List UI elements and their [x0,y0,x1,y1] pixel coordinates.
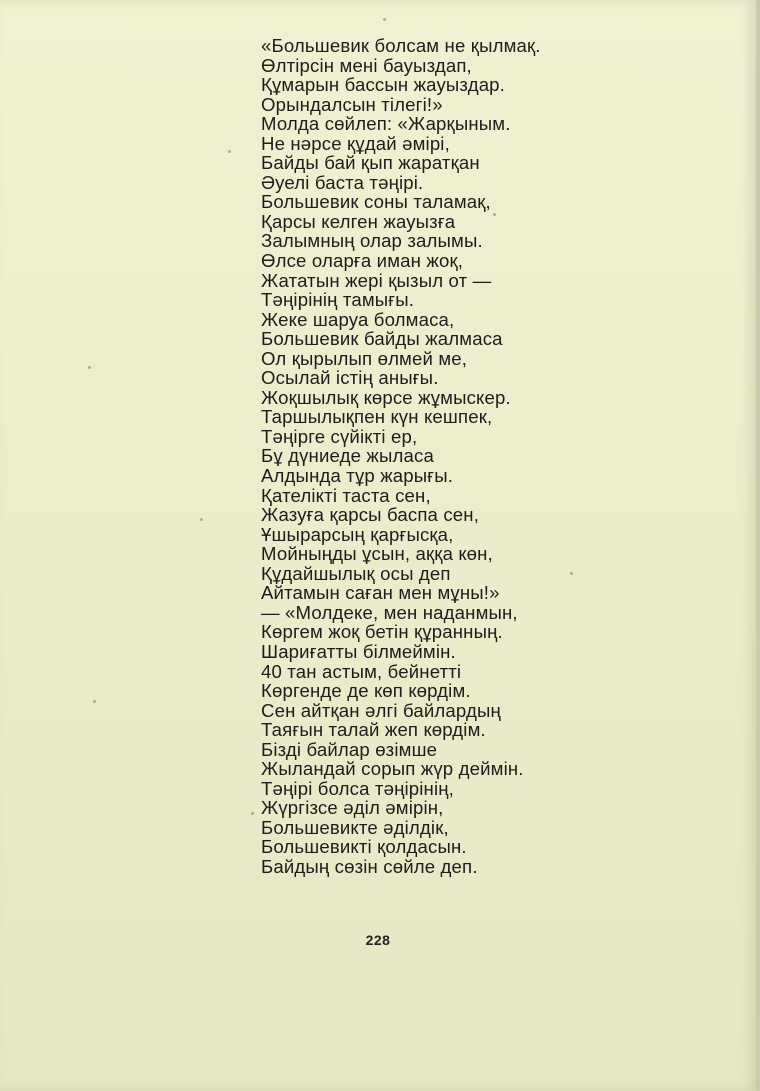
poem-line: Ол қырылып өлмей ме, [261,347,468,369]
poem-line: Айтамын саған мен мұны!» [261,582,500,604]
poem-line: «Большевик болсам не қылмақ. [261,35,541,56]
poem-line: Өлтірсін мені бауыздап, [261,54,472,76]
poem-line: Жүргізсе әділ әмірін, [261,797,444,819]
poem-line: Не нәрсе құдай әмірі, [261,132,450,154]
poem-line: Қарсы келген жауызға [261,210,456,232]
poem-line: Орындалсын тілегі!» [261,93,443,115]
poem-line: Таяғын талай жеп көрдім. [261,719,486,741]
paper-speck [228,150,231,153]
poem-line: Большевик байды жалмаса [261,328,503,350]
poem-line: Әуелі баста тәңірі. [261,171,424,193]
poem-line: Жоқшылық көрсе жұмыскер. [261,386,511,408]
page-edge [756,0,760,1091]
poem-line: Өлсе оларға иман жоқ, [261,250,464,272]
poem-line: Жеке шаруа болмаса, [261,308,455,330]
poem-line: Жыландай сорып жүр деймін. [261,758,524,780]
poem-line: Жазуға қарсы баспа сен, [261,504,480,526]
poem-line: Алдында тұр жарығы. [261,465,454,487]
poem-line: Сен айтқан әлгі байлардың [261,699,501,721]
poem-line: Бізді байлар өзімше [261,738,438,760]
poem-line: Мойныңды ұсын, аққа көн, [261,543,493,565]
poem-line: Залымның олар залымы. [261,230,483,252]
poem-line: Молда сөйлеп: «Жарқыным. [261,113,511,135]
poem-line: Байды бай қып жаратқан [261,152,480,174]
poem-line: Большевик соны таламақ, [261,191,491,213]
poem-line: Осылай істің анығы. [261,367,439,389]
paper-speck [570,572,573,575]
poem-line: Большевикті қолдасын. [261,836,467,858]
paper-speck [200,518,203,521]
poem-line: Таршылықпен күн кешпек, [261,406,493,428]
poem-line: Жататын жері қызыл от — [261,269,492,291]
poem-line: Тәңірі болса тәңірінің, [261,777,454,799]
poem-line: Тәңірге сүйікті ер, [261,425,418,447]
poem-line: Тәңірінің тамығы. [261,289,415,311]
poem-line: 40 тан астым, бейнетті [261,660,462,682]
poem-line: Құмарын бассын жауыздар. [261,74,505,96]
page-number: 228 [365,932,391,948]
poem-line: Құдайшылық осы деп [261,562,451,584]
poem-line: Большевикте әділдік, [261,816,449,838]
poem-text [261,36,541,877]
poem-line: Көргем жоқ бетін құранның. [261,621,503,643]
poem-line: Шариғатты білмеймін. [261,640,456,662]
poem-line: Байдың сөзін сөйле деп. [261,855,478,877]
poem-line: Ұшырарсың қарғысқа, [261,523,454,545]
paper-speck [251,812,254,815]
paper-speck [93,700,96,703]
poem-line: Қателікті таста сен, [261,484,431,506]
poem-line: — «Молдеке, мен наданмын, [261,601,518,623]
poem-line: Бұ дүниеде жыласа [261,445,434,467]
paper-speck [383,18,386,21]
poem-line: Көргенде де көп көрдім. [261,680,471,702]
paper-speck [88,366,91,369]
